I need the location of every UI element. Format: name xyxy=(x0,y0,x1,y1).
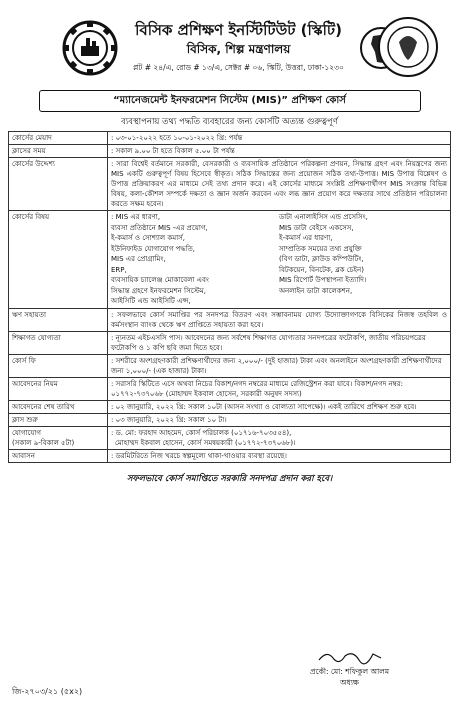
contact-hours: (সকাল ৯-বিকাল ৫টা) xyxy=(12,438,75,447)
topic-item: ডাটা এনালাইসিস এন্ড প্রসেসিং, xyxy=(279,213,368,221)
class-time-value: : সকাল ৯.০০ টা হতে বিকাল ৫.০০ টা পর্যন্ত xyxy=(108,145,451,158)
course-banner: “ম্যানেজমেন্ট ইনফরমেশন সিস্টেম (MIS)” প্রশিক্ষণ কোর্স xyxy=(39,90,421,112)
table-row xyxy=(9,132,451,145)
fee-value: : সশরীরে অংশগ্রহণকারী প্রশিক্ষণার্থীদের জন্য ২,০০০/- (দুই হাজার) টাকা এবং অনলাইনে অংশগ্রহণকারী প্রশিক্ষণার্থীদের জন্য ১,০০০/- (এক হাজার) টাকা। xyxy=(108,354,451,377)
topic-item: সাম্প্রতিক সময়ের তথ্য প্রযুক্তি xyxy=(279,244,362,253)
housing-value: : ডরমিটরিতে নিজ খরচে স্বল্পমূল্যে থাকা-খাওয়ার ব্যবস্থা রয়েছে। xyxy=(108,449,451,462)
institute-address: প্লট # ২৪/এ, রোড # ১৩/এ, সেক্টর # ০৬, স্কিটি, উত্তরা, ঢাকা-১২৩০ xyxy=(133,63,344,72)
start-label: ক্লাস শুরু xyxy=(9,413,108,426)
qualification-value: : ন্যূনতম এইচএসসি পাস। আবেদনের জন্য সর্বশেষ শিক্ষাগত যোগ্যতার সনদপত্রের ফটোকপি, জাতীয় পরিচয়পত্রের ফটোকপি ও ১ কপি ছবি জমা দিতে হবে। xyxy=(108,331,451,354)
ministry-emblem-logo xyxy=(377,16,439,78)
duration-value: : ০৩-০১-২০২২ হতে ১০-০১-২০২২ খ্রি: পর্যন্ত xyxy=(108,132,451,145)
signature-block xyxy=(310,648,389,688)
topic-item: বিটকয়েন, বিনটেক, ব্লক চেইন) xyxy=(279,265,364,274)
signatory-title: অধ্যক্ষ xyxy=(340,678,359,687)
header xyxy=(8,10,451,84)
class-time-label: ক্লাসের সময় xyxy=(9,145,108,158)
header-text xyxy=(118,20,359,74)
signatory-name: প্রকৌ: মো: শফিকুল আলম xyxy=(310,667,389,676)
table-row xyxy=(9,158,451,211)
certificate-note: সফলভাবে কোর্স সমাপ্তিতে সরকারি সনদপত্র প্রদান করা হবে। xyxy=(126,473,333,484)
ministry-name: বিসিক, শিল্প মন্ত্রণালয় xyxy=(186,42,291,56)
objective-value: : সারা বিশ্বেই বর্তমানে সরকারী, বেসরকারী ও ব্যবসায়িক প্রতিষ্ঠানে পরিকল্পনা প্রণয়ন, সিদ্ধান্ত গ্রহণ এবং নিয়ন্ত্রণের জন্য MIS একটি গুরুত্বপূর্ণ বিষয় হিসেবে স্বীকৃত। সঠিক সিদ্ধান্তের জন্য প্রয়োজন সঠিক তথ্য-উপাত্ত। MIS উপাত্ত বিশ্লেষণ ও উপাত্ত প্রক্রিয়াকরণ এর মাধ্যমে সেই তথ্য প্রদান করে। এই কোর্সের মাধ্যমে সংশ্লিষ্ট প্রশিক্ষণার্থীগণ MIS সংক্রান্ত বিভিন্ন বিষয়, কলা-কৌশল সম্পর্কে দক্ষতা ও জ্ঞান অর্জন করবেন এবং লব্ধ জ্ঞান প্রয়োগ করে দক্ষতার সাথে প্রতিষ্ঠান পরিচালনা করতে সক্ষম হবেন। xyxy=(108,158,451,211)
course-subtitle: ব্যবস্থাপনায় তথ্য পদ্ধতি ব্যবহারের জন্য কোর্সটি অত্যন্ত গুরুত্বপূর্ণ xyxy=(121,117,338,127)
objective-label: কোর্সের উদ্দেশ্য xyxy=(9,158,108,211)
topics-label: কোর্সের বিষয় xyxy=(9,211,108,309)
topic-item: (বিগ ডাটা, ক্লাউড কম্পিউটিং, xyxy=(279,255,364,263)
topic-item: ইউনিফাইড যোগাযোগ পদ্ধতি, xyxy=(111,244,196,253)
bscic-logo xyxy=(62,20,118,76)
topic-item: ই-কমার্স এর ধারণা, xyxy=(279,234,333,242)
topics-left-column xyxy=(111,212,279,307)
table-row xyxy=(9,308,451,331)
topic-item: ব্যবসায়িক চ্যালেঞ্জ মোকাবেলা এবং xyxy=(111,276,209,284)
topic-item: আইসিটি এন্ড আইসিটি এপ্স, xyxy=(111,297,191,305)
deadline-value: : ০২ জানুয়ারি, ২০২২ খ্রি: সকাল ১০টা (আসন সংখ্যা ও বোল্যতা সাপেক্ষে)। একই তারিখে প্রশিক্ষণ শুরু হবে। xyxy=(108,400,451,413)
table-row xyxy=(9,331,451,354)
topic-item: অনলাইন ডাটা কালেকশন, xyxy=(279,286,353,295)
course-info-table xyxy=(8,131,451,463)
topic-item: MIS রিপোর্ট উপস্থাপনা ইত্যাদি। xyxy=(279,276,367,284)
contact-line: : ড. মো: ফরহাদ আহমেদ, কোর্স পরিচালক (০১৭১৬-৭০৩৫৫৪), xyxy=(111,428,292,437)
handwritten-signature xyxy=(315,648,385,666)
apply-value: : সরাসরি স্কিটিতে এসে অথবা নিচের বিকাশ/নগদ নম্বরের মাধ্যমে রেজিস্ট্রেশন করা যাবে। বিকাশ/নগদ নম্বর: ০১৭৭২-৭৩৭০৬৮ (মোহাম্মদ ইকবাল হোসেন, সরকারী অনুষদ সদস্য) xyxy=(108,377,451,400)
table-row xyxy=(9,426,451,449)
table-row xyxy=(9,145,451,158)
table-row xyxy=(9,354,451,377)
contact-value xyxy=(108,426,451,449)
topic-item: সিদ্ধান্ত গ্রহণে ইনফরমেশন সিস্টেম, xyxy=(111,286,206,295)
contact-label-text: যোগাযোগ xyxy=(12,428,41,437)
topic-item: ই-কমার্স ও সোশ্যাল কমার্স, xyxy=(111,234,186,242)
duration-label: কোর্সের মেয়াদ xyxy=(9,132,108,145)
apply-label: আবেদনের নিয়ম xyxy=(9,377,108,400)
topic-item: : MIS এর ধারণা, xyxy=(111,213,161,221)
fee-label: কোর্স ফি xyxy=(9,354,108,377)
topic-item: ERP, xyxy=(111,265,127,274)
loan-value: : সফলভাবে কোর্স সমাপ্তির পর সনদপত্র বিতরণ এবং সম্ভাবনাময় যোগ্য উদ্যোক্তাগণকে বিসিকের নিজস্ব তহবিল ও কর্মসংস্থান ব্যাংক থেকে ঋণ প্রাপ্তিতে সহায়তা করা হবে। xyxy=(108,308,451,331)
table-row xyxy=(9,400,451,413)
topic-item: MIS এর প্রোগ্রামিং, xyxy=(111,255,166,263)
housing-label: আবাসন xyxy=(9,449,108,462)
table-row xyxy=(9,211,451,309)
contact-line: মোহাম্মদ ইকবাল হোসেন, কোর্স সমন্বয়কারী (০১৭৭২-৭৩৭০৬৮)। xyxy=(115,438,296,447)
loan-label: ঋণ সহায়তা xyxy=(9,308,108,331)
deadline-label: আবেদনের শেষ তারিখ xyxy=(9,400,108,413)
topic-item: ব্যবসা প্রতিষ্ঠানে MIS -এর প্রয়োগ, xyxy=(111,223,208,232)
table-row xyxy=(9,413,451,426)
contact-label xyxy=(9,426,108,449)
topic-item: MIS ডাটা বেইসে একসেস, xyxy=(279,223,354,232)
qualification-label: শিক্ষাগত যোগ্যতা xyxy=(9,331,108,354)
table-row xyxy=(9,377,451,400)
topics-value xyxy=(108,211,451,309)
memo-number: জি-২৭০৩/২১ (৫x২) xyxy=(12,687,83,696)
topics-right-column xyxy=(279,212,447,307)
institute-name: বিসিক প্রশিক্ষণ ইনস্টিটিউট (স্কিটি) xyxy=(135,21,342,39)
start-value: : ০৩ জানুয়ারি, ২০২২ খ্রি: সকাল ১০ টা। xyxy=(108,413,451,426)
table-row xyxy=(9,449,451,462)
